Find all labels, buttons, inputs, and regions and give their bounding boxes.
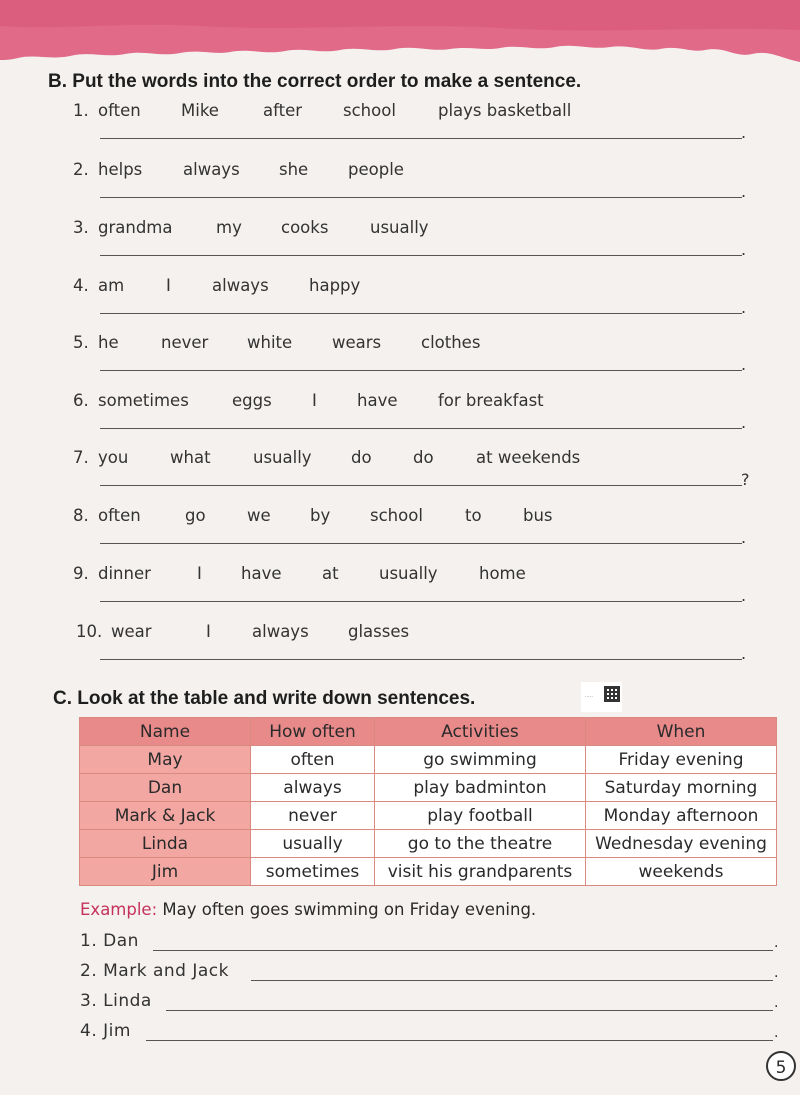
end-mark: . (741, 182, 747, 201)
answer-line[interactable] (100, 197, 742, 198)
table-header-cell: How often (251, 718, 375, 746)
answer-line[interactable] (100, 601, 742, 602)
table-cell: weekends (586, 858, 777, 886)
word-chip: go (185, 506, 206, 525)
header-banner (0, 0, 800, 80)
word-chip: we (247, 506, 271, 525)
word-chip: school (370, 506, 423, 525)
word-chip: am (98, 276, 125, 295)
word-chip: he (98, 333, 119, 352)
answer-line[interactable] (100, 543, 742, 544)
page-number: 5 (766, 1051, 796, 1081)
word-chip: often (98, 101, 141, 120)
answer-line[interactable] (100, 313, 742, 314)
question-number: 3. (73, 218, 89, 237)
table-cell: play badminton (375, 774, 586, 802)
table-row (80, 774, 777, 802)
table-cell: Jim (80, 858, 251, 886)
end-mark: . (741, 528, 747, 547)
end-mark: . (741, 123, 747, 142)
answer-line[interactable] (100, 370, 742, 371)
table-header-row (80, 718, 777, 746)
table-cell: always (251, 774, 375, 802)
question-number: 2. (73, 160, 89, 179)
word-chip: do (413, 448, 434, 467)
answer-line-c3 (0, 991, 800, 1021)
question-item (0, 218, 800, 278)
word-chip: Mike (181, 101, 219, 120)
word-chip: I (197, 564, 202, 583)
word-chip: I (206, 622, 211, 641)
example-sentence (80, 900, 536, 919)
end-mark: . (741, 355, 747, 374)
table-row (80, 830, 777, 858)
word-chip: eggs (232, 391, 272, 410)
table-cell: never (251, 802, 375, 830)
table-header-cell: Name (80, 718, 251, 746)
word-chip: people (348, 160, 404, 179)
word-chip: my (216, 218, 242, 237)
table-row (80, 746, 777, 774)
table-cell: play football (375, 802, 586, 830)
word-chip: at (322, 564, 339, 583)
word-chip: have (357, 391, 398, 410)
table-cell: often (251, 746, 375, 774)
question-item (0, 622, 800, 682)
answer-line-c1 (0, 931, 800, 961)
end-mark: . (741, 240, 747, 259)
table-cell: May (80, 746, 251, 774)
question-item (0, 333, 800, 393)
word-chip: what (170, 448, 211, 467)
question-item (0, 506, 800, 566)
word-chip: grandma (98, 218, 173, 237)
word-chip: school (343, 101, 396, 120)
question-item (0, 448, 800, 508)
question-item (0, 564, 800, 624)
answer-line[interactable] (100, 255, 742, 256)
word-chip: white (247, 333, 293, 352)
word-chip: often (98, 506, 141, 525)
word-chip: I (166, 276, 171, 295)
question-number: 9. (73, 564, 89, 583)
table-cell: Mark & Jack (80, 802, 251, 830)
question-number: 10. (76, 622, 103, 641)
word-chip: never (161, 333, 209, 352)
end-mark: . (774, 965, 779, 981)
answer-line[interactable] (100, 428, 742, 429)
word-chip: plays basketball (438, 101, 572, 120)
table-cell: go to the theatre (375, 830, 586, 858)
question-number: 5. (73, 333, 89, 352)
question-number: 8. (73, 506, 89, 525)
table-header-cell: When (586, 718, 777, 746)
answer-line[interactable] (100, 659, 742, 660)
word-chip: happy (309, 276, 361, 295)
end-mark: . (741, 644, 747, 663)
table-cell: Saturday morning (586, 774, 777, 802)
word-chip: helps (98, 160, 143, 179)
table-cell: Wednesday evening (586, 830, 777, 858)
write-line[interactable] (251, 980, 773, 981)
answer-line-c4 (0, 1021, 800, 1051)
word-chip: wears (332, 333, 382, 352)
word-chip: always (183, 160, 240, 179)
answer-label: 3. Linda (80, 991, 152, 1011)
word-chip: clothes (421, 333, 481, 352)
question-number: 6. (73, 391, 89, 410)
write-line[interactable] (146, 1040, 773, 1041)
table-cell: Monday afternoon (586, 802, 777, 830)
question-item (0, 276, 800, 336)
question-item (0, 391, 800, 451)
table-row (80, 858, 777, 886)
word-chip: do (351, 448, 372, 467)
word-chip: usually (379, 564, 438, 583)
end-mark: . (741, 586, 747, 605)
question-number: 4. (73, 276, 89, 295)
word-chip: sometimes (98, 391, 189, 410)
section-b-title: B. Put the words into the correct order to make a sentence. (48, 71, 582, 92)
word-chip: home (479, 564, 526, 583)
word-chip: bus (523, 506, 553, 525)
word-chip: I (312, 391, 317, 410)
answer-label: 1. Dan (80, 931, 139, 951)
word-chip: usually (253, 448, 312, 467)
table-header-cell: Activities (375, 718, 586, 746)
question-item (0, 160, 800, 220)
word-chip: always (252, 622, 309, 641)
word-chip: after (263, 101, 303, 120)
end-mark: . (741, 298, 747, 317)
answer-label: 2. Mark and Jack (80, 961, 229, 981)
question-number: 7. (73, 448, 89, 467)
table-cell: Linda (80, 830, 251, 858)
answer-line[interactable] (100, 138, 742, 139)
frequency-table (79, 717, 777, 886)
table-cell: Friday evening (586, 746, 777, 774)
word-chip: cooks (281, 218, 329, 237)
word-chip: dinner (98, 564, 151, 583)
word-chip: glasses (348, 622, 410, 641)
answer-line[interactable] (100, 485, 742, 486)
question-item (0, 101, 800, 161)
end-mark: . (741, 413, 747, 432)
end-mark: . (774, 995, 779, 1011)
question-number: 1. (73, 101, 89, 120)
end-mark: . (774, 935, 779, 951)
write-line[interactable] (166, 1010, 773, 1011)
word-chip: by (310, 506, 331, 525)
word-chip: you (98, 448, 129, 467)
word-chip: she (279, 160, 309, 179)
write-line[interactable] (153, 950, 773, 951)
table-cell: go swimming (375, 746, 586, 774)
qr-code-icon[interactable]: ..... (581, 682, 622, 712)
word-chip: at weekends (476, 448, 581, 467)
table-cell: visit his grandparents (375, 858, 586, 886)
table-cell: Dan (80, 774, 251, 802)
word-chip: to (465, 506, 482, 525)
example-label: Example: (80, 900, 158, 919)
section-c-title: C. Look at the table and write down sentences. (53, 688, 476, 709)
word-chip: wear (111, 622, 152, 641)
answer-label: 4. Jim (80, 1021, 131, 1041)
table-row (80, 802, 777, 830)
table-cell: usually (251, 830, 375, 858)
end-mark: . (774, 1025, 779, 1041)
word-chip: usually (370, 218, 429, 237)
word-chip: always (212, 276, 269, 295)
table-cell: sometimes (251, 858, 375, 886)
answer-line-c2 (0, 961, 800, 991)
example-text: May often goes swimming on Friday evening. (162, 900, 537, 919)
word-chip: for breakfast (438, 391, 544, 410)
end-mark: ? (741, 470, 750, 489)
word-chip: have (241, 564, 282, 583)
